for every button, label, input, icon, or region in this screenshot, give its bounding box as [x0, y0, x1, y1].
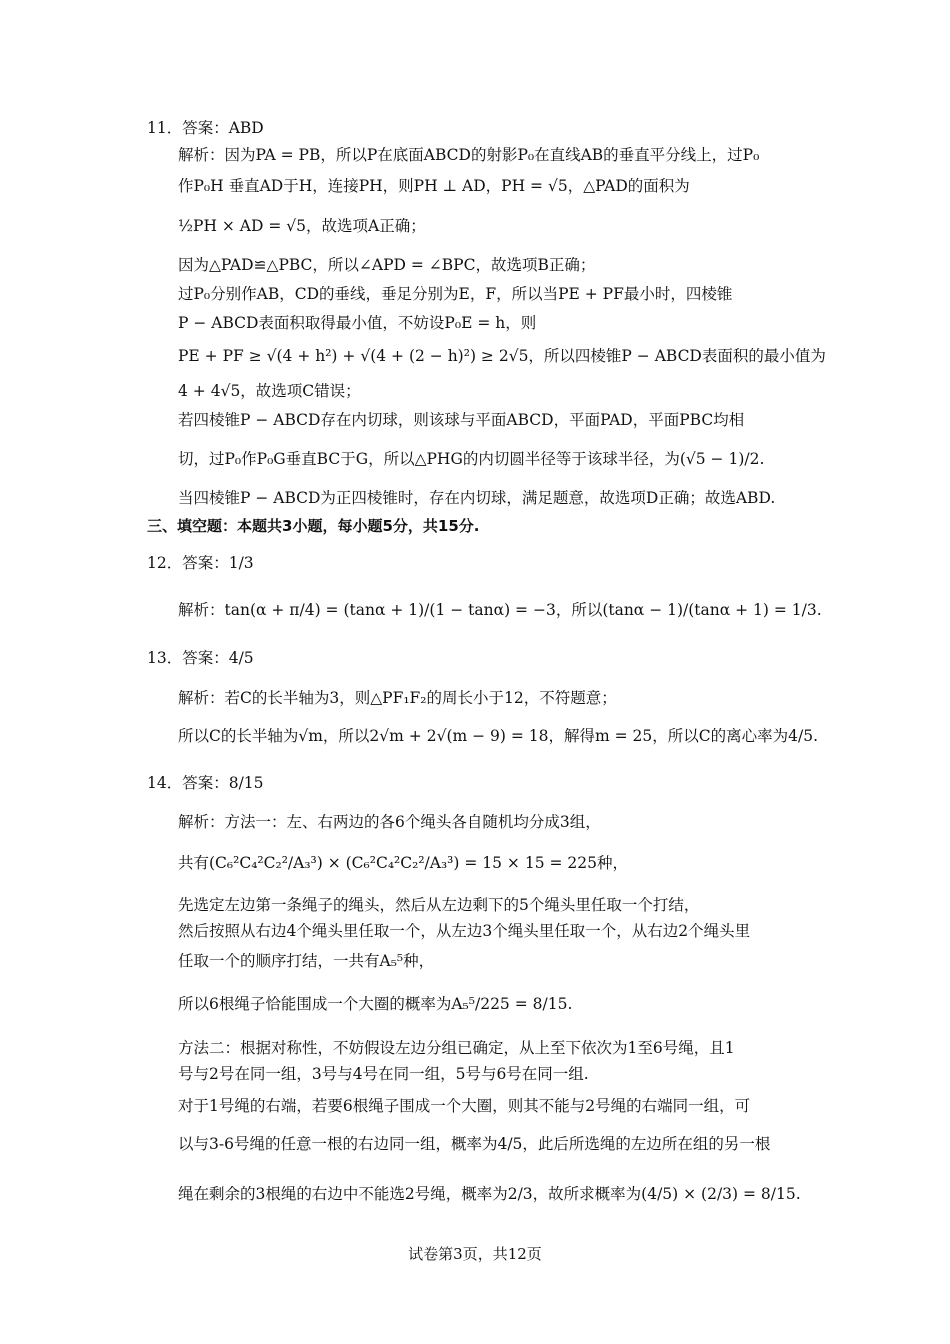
text-line: 绳在剩余的3根绳的右边中不能选2号绳，概率为2/3，故所求概率为(4/5) × (2/3) = 8/15.	[178, 1185, 801, 1203]
text-line: 12．答案：1/3	[147, 554, 254, 572]
text-line: PE + PF ≥ √(4 + h²) + √(4 + (2 − h)²) ≥ 2√5，所以四棱锥P − ABCD表面积的最小值为	[178, 347, 826, 365]
page-footer: 试卷第3页，共12页	[408, 1245, 542, 1263]
text-line: 当四棱锥P − ABCD为正四棱锥时，存在内切球，满足题意，故选项D正确；故选ABD.	[178, 489, 776, 507]
text-line: 作P₀H 垂直AD于H，连接PH，则PH ⊥ AD，PH = √5，△PAD的面积为	[178, 177, 690, 195]
text-line: 任取一个的顺序打结，一共有A₅⁵种，	[178, 952, 435, 970]
text-line: 号与2号在同一组，3号与4号在同一组，5号与6号在同一组.	[178, 1065, 589, 1083]
text-line: 过P₀分别作AB，CD的垂线，垂足分别为E，F，所以当PE + PF最小时，四棱锥	[178, 285, 733, 303]
text-line: 先选定左边第一条绳子的绳头，然后从左边剩下的5个绳头里任取一个打结，	[178, 896, 700, 914]
text-line: 共有(C₆²C₄²C₂²/A₃³) × (C₆²C₄²C₂²/A₃³) = 15 × 15 = 225种，	[178, 854, 628, 872]
text-line: 4 + 4√5，故选项C错误；	[178, 382, 361, 400]
text-line: 13．答案：4/5	[147, 649, 254, 667]
text-line: 然后按照从右边4个绳头里任取一个，从左边3个绳头里任取一个，从右边2个绳头里	[178, 922, 751, 940]
text-line: 方法二：根据对称性，不妨假设左边分组已确定，从上至下依次为1至6号绳，且1	[178, 1039, 735, 1057]
text-line: 11．答案：ABD	[147, 119, 264, 137]
text-line: P − ABCD表面积取得最小值，不妨设P₀E = h，则	[178, 314, 537, 332]
text-line: 因为△PAD≌△PBC，所以∠APD = ∠BPC，故选项B正确；	[178, 256, 596, 274]
text-line: 切，过P₀作P₀G垂直BC于G，所以△PHG的内切圆半径等于该球半径，为(√5 − 1)/2.	[178, 450, 765, 468]
text-line: 14．答案：8/15	[147, 774, 264, 792]
text-line: 以与3-6号绳的任意一根的右边同一组，概率为4/5，此后所选绳的左边所在组的另一根	[178, 1135, 771, 1153]
text-line: ½PH × AD = √5，故选项A正确；	[178, 217, 426, 235]
text-line: 解析：因为PA = PB，所以P在底面ABCD的射影P₀在直线AB的垂直平分线上，过P₀	[178, 146, 760, 164]
text-line: 解析：tan(α + π/4) = (tanα + 1)/(1 − tanα) = −3，所以(tanα − 1)/(tanα + 1) = 1/3.	[178, 601, 822, 619]
text-line: 若四棱锥P − ABCD存在内切球，则该球与平面ABCD，平面PAD，平面PBC均相	[178, 411, 745, 429]
text-line: 三、填空题：本题共3小题，每小题5分，共15分.	[147, 517, 480, 535]
text-line: 对于1号绳的右端，若要6根绳子围成一个大圈，则其不能与2号绳的右端同一组，可	[178, 1097, 751, 1115]
text-line: 所以6根绳子恰能围成一个大圈的概率为A₅⁵/225 = 8/15.	[178, 995, 573, 1013]
text-line: 解析：若C的长半轴为3，则△PF₁F₂的周长小于12，不符题意；	[178, 689, 617, 707]
text-line: 所以C的长半轴为√m，所以2√m + 2√(m − 9) = 18，解得m = 25，所以C的离心率为4/5.	[178, 727, 819, 745]
text-line: 解析：方法一：左、右两边的各6个绳头各自随机均分成3组，	[178, 813, 601, 831]
